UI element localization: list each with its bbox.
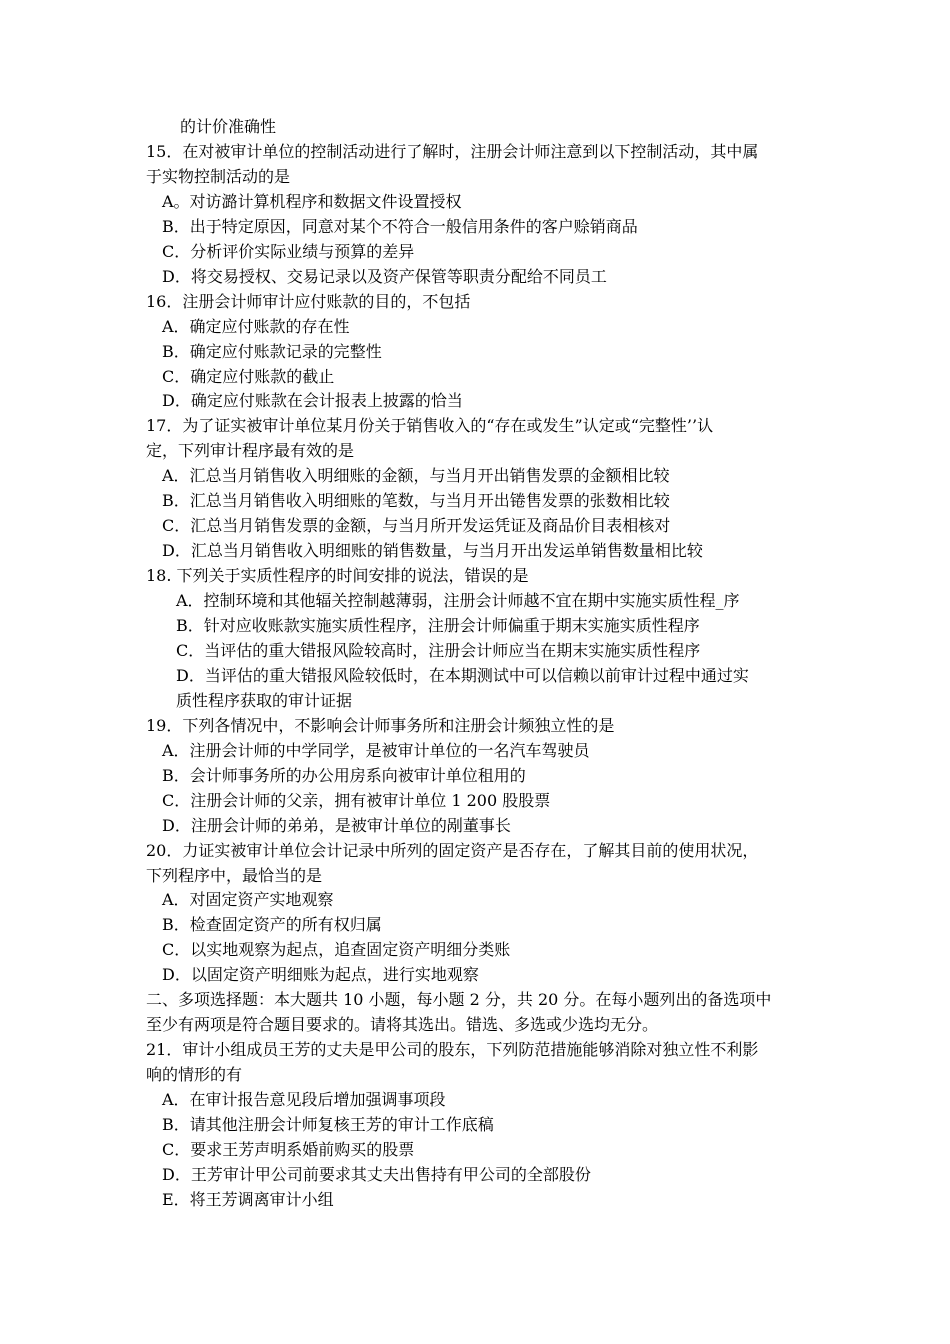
question-line: 二、多项选择题：本大题共 10 小题，每小题 2 分，共 20 分。在每小题列出的备选项中 — [146, 990, 772, 1010]
question-line: 响的情形的有 — [146, 1065, 243, 1085]
question-line: 15．在对被审计单位的控制活动进行了解时，注册会计师注意到以下控制活动，其中属 — [146, 141, 759, 161]
option-line: D．以固定资产明细账为起点，进行实地观察 — [162, 965, 479, 985]
option-line: A．确定应付账款的存在性 — [162, 316, 350, 336]
option-line: B．请其他注册会计师复核王芳的审计工作底稿 — [162, 1115, 494, 1134]
option-line: E．将王芳调离审计小组 — [162, 1189, 334, 1209]
option-line: A．在审计报告意见段后增加强调事项段 — [162, 1090, 446, 1110]
question-line: 18. 下列关于实质性程序的时间安排的说法，错误的是 — [146, 566, 529, 586]
question-line: 20．力证实被审计单位会计记录中所列的固定资产是否存在，了解其目前的使用状况， — [146, 840, 759, 860]
option-line: B．出于特定原因，同意对某个不符合一般信用条件的客户赊销商品 — [162, 216, 638, 236]
option-line: C．要求王芳声明系婚前购买的股票 — [162, 1139, 415, 1159]
option-line: C．注册会计师的父亲，拥有被审计单位 1 200 股股票 — [162, 790, 551, 810]
option-line: 质性程序获取的审计证据 — [176, 690, 353, 710]
option-line: C．分析评价实际业绩与预算的差异 — [162, 241, 415, 261]
option-line: C．确定应付账款的截止 — [162, 366, 335, 386]
option-line: B．汇总当月销售收入明细账的笔数，与当月开出锩售发票的张数相比较 — [162, 491, 670, 511]
continuation-line: 的计价准确性 — [180, 117, 277, 136]
question-line: 16．注册会计师审计应付账款的目的，不包括 — [146, 291, 471, 311]
option-line: C．以实地观察为起点，追查固定资产明细分类账 — [162, 940, 511, 960]
option-line: A．对固定资产实地观察 — [162, 890, 334, 910]
question-line: 21．审计小组成员王芳的丈夫是甲公司的股东，下列防范措施能够消除对独立性不利影 — [146, 1040, 759, 1060]
question-line: 下列程序中，最恰当的是 — [146, 865, 323, 885]
option-line: D．注册会计师的弟弟，是被审计单位的剐董事长 — [162, 815, 511, 835]
option-line: D．确定应付账款在会计报表上披露的恰当 — [162, 391, 463, 411]
option-line: B．针对应收账款实施实质性程序，注册会计师偏重于期末实施实质性程序 — [176, 616, 700, 635]
option-line: D．当评估的重大错报风险较低时，在本期测试中可以信赖以前审计过程中通过实 — [176, 665, 749, 685]
option-line: B．会计师事务所的办公用房系向被审计单位租用的 — [162, 765, 526, 785]
option-line: D．将交易授权、交易记录以及资产保管等职责分配给不同员工 — [162, 266, 607, 286]
option-line: C．当评估的重大错报风险较高时，注册会计师应当在期末实施实质性程序 — [176, 640, 701, 660]
option-line: B．检查固定资产的所有权归属 — [162, 915, 382, 935]
question-line: 至少有两项是符合题目要求的。请将其选出。错选、多选或少选均无分。 — [146, 1015, 659, 1035]
option-line: D．王芳审计甲公司前要求其丈夫出售持有甲公司的全部股份 — [162, 1164, 591, 1184]
option-line: A．控制环境和其他辐关控制越薄弱，注册会计师越不宜在期中实施实质性程_序 — [176, 591, 740, 611]
option-line: B．确定应付账款记录的完整性 — [162, 341, 382, 361]
option-line: D．汇总当月销售收入明细账的销售数量，与当月开出发运单销售数量相比较 — [162, 541, 703, 561]
option-line: A．汇总当月销售收入明细账的金额，与当月开出销售发票的金额相比较 — [162, 466, 670, 486]
option-line: A。对访潞计算机程序和数据文件设置授权 — [162, 191, 462, 211]
option-line: C．汇总当月销售发票的金额，与当月所开发运凭证及商品价目表相核对 — [162, 516, 671, 536]
question-line: 于实物控制活动的是 — [146, 166, 291, 186]
question-line: 19．下列各情况中，不影响会计师事务所和注册会计频独立性的是 — [146, 715, 615, 735]
question-line: 定，下列审计程序最有效的是 — [146, 441, 355, 461]
option-line: A．注册会计师的中学同学，是被审计单位的一名汽车驾驶员 — [162, 740, 590, 760]
question-line: 17．为了证实被审计单位某月份关于销售收入的“存在或发生”认定或“完整性’’认 — [146, 416, 714, 436]
